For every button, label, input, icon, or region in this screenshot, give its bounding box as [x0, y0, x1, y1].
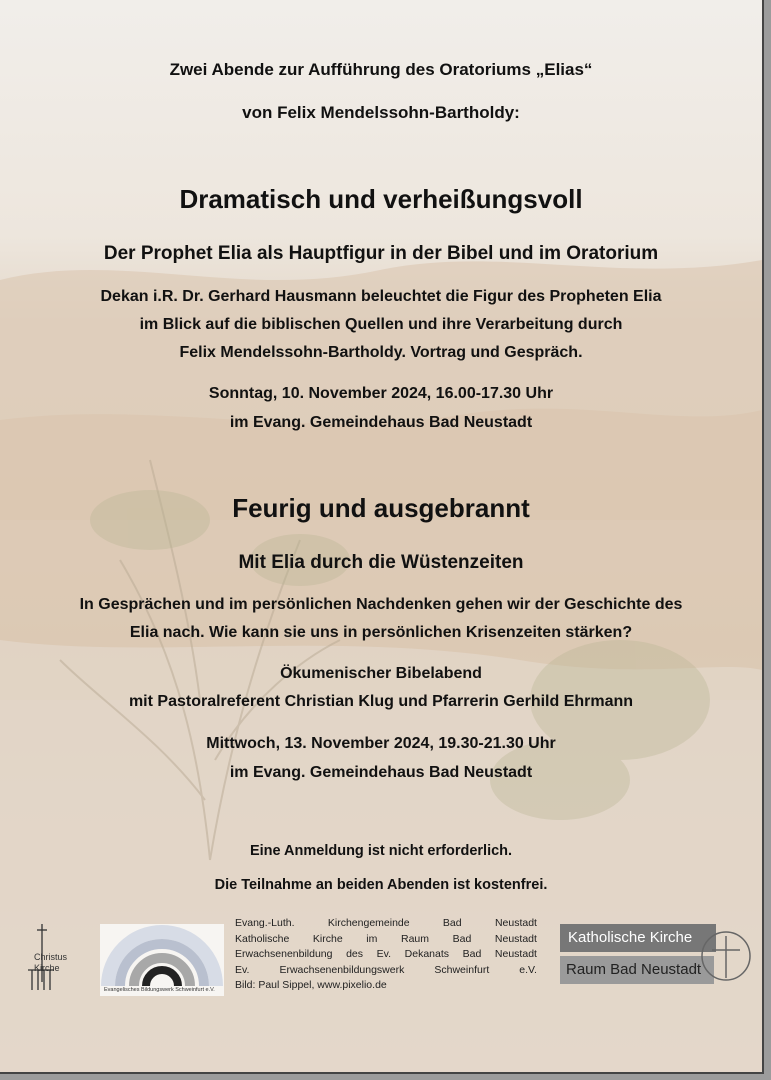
ebw-arc-icon [100, 924, 224, 996]
header-line-1: Zwei Abende zur Aufführung des Oratoriums „Elias“ [169, 60, 593, 79]
cross-circle-icon [700, 928, 752, 984]
event2-subtitle: Mit Elia durch die Wüstenzeiten [238, 552, 524, 573]
katholische-kirche-logo [560, 924, 748, 984]
organizer-line: Erwachsenenbildung des Ev. Dekanats Bad Neustadt [235, 948, 537, 960]
event2-location: im Evang. Gemeindehaus Bad Neustadt [229, 764, 533, 781]
event2-title: Feurig und ausgebrannt [232, 493, 530, 523]
event1-desc-line: Dekan i.R. Dr. Gerhard Hausmann beleuchtet die Figur des Propheten Elia [100, 288, 662, 305]
header-line-2: von Felix Mendelssohn-Bartholdy: [242, 103, 520, 122]
christus-kirche-label: Christus Kirche [34, 952, 68, 973]
event1-location: im Evang. Gemeindehaus Bad Neustadt [229, 414, 533, 431]
organizer-line: Evang.-Luth. Kirchengemeinde Bad Neustadt [235, 917, 537, 929]
event1-date: Sonntag, 10. November 2024, 16.00-17.30 Uhr [208, 385, 554, 402]
event2-date: Mittwoch, 13. November 2024, 19.30-21.30 Uhr [206, 735, 556, 752]
event2-desc-line: Elia nach. Wie kann sie uns in persönlichen Krisenzeiten stärken? [129, 624, 633, 641]
event1-desc-line: Felix Mendelssohn-Bartholdy. Vortrag und Gespräch. [179, 344, 583, 361]
registration-note: Eine Anmeldung ist nicht erforderlich. [249, 843, 513, 859]
ebw-label: Evangelisches Bildungswerk Schweinfurt e.V. [104, 987, 215, 993]
kk-line-2: Raum Bad Neustadt [560, 956, 714, 984]
organizer-line: Katholische Kirche im Raum Bad Neustadt [235, 932, 537, 945]
christus-kirche-logo [26, 922, 90, 994]
free-admission-note: Die Teilnahme an beiden Abenden ist kostenfrei. [214, 877, 548, 893]
event2-desc-line: In Gesprächen und im persönlichen Nachdenken gehen wir der Geschichte des [79, 596, 683, 613]
organizers-block [235, 916, 537, 994]
event1-title: Dramatisch und verheißungsvoll [179, 184, 583, 214]
organizer-line: Ev. Erwachsenenbildungswerk Schweinfurt e.V. [235, 963, 537, 976]
ebw-logo [100, 924, 224, 996]
image-credit: Bild: Paul Sippel, www.pixelio.de [235, 979, 387, 991]
event2-type: Ökumenischer Bibelabend [280, 665, 482, 682]
kk-line-1: Katholische Kirche [560, 924, 716, 952]
event1-subtitle: Der Prophet Elia als Hauptfigur in der Bibel und im Oratorium [103, 243, 659, 264]
event1-desc-line: im Blick auf die biblischen Quellen und ihre Verarbeitung durch [139, 316, 623, 333]
event2-hosts: mit Pastoralreferent Christian Klug und Pfarrerin Gerhild Ehrmann [128, 693, 634, 710]
